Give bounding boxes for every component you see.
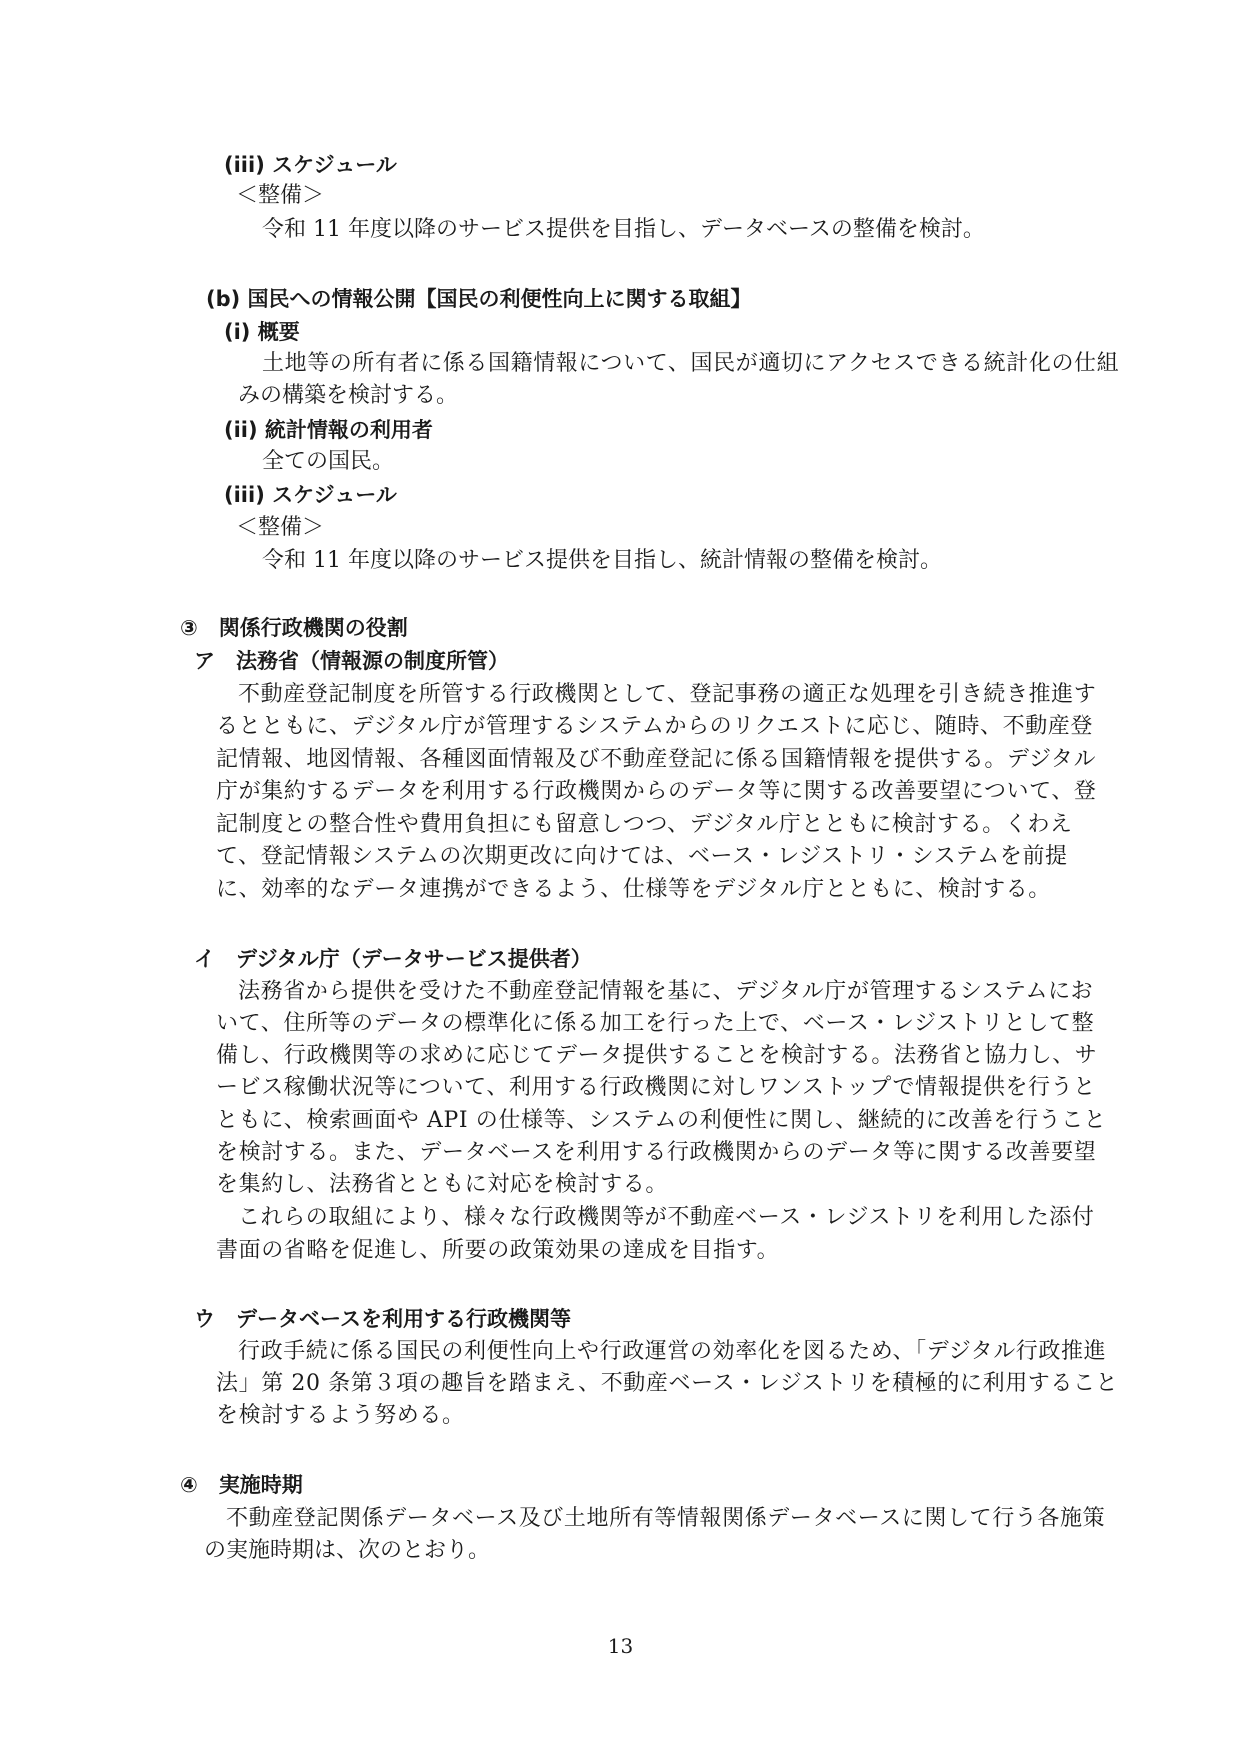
users-text: 全ての国民。	[262, 449, 395, 474]
schedule-heading: (iii) スケジュール	[224, 483, 397, 507]
paragraph-line: て、登記情報システムの次期更改に向けては、ベース・レジストリ・システムを前提	[216, 844, 1068, 869]
paragraph-line: 記情報、地図情報、各種図面情報及び不動産登記に係る国籍情報を提供する。デジタル	[216, 747, 1097, 772]
section-3i-heading: イ デジタル庁（データサービス提供者）	[194, 947, 592, 971]
paragraph-line: 備し、行政機関等の求めに応じてデータ提供することを検討する。法務省と協力し、サ	[216, 1043, 1098, 1068]
paragraph-line: 不動産登記制度を所管する行政機関として、登記事務の適正な処理を引き続き推進す	[238, 682, 1097, 707]
paragraph-line: これらの取組により、様々な行政機関等が不動産ベース・レジストリを利用した添付	[238, 1205, 1095, 1230]
section-4-heading: ④ 実施時期	[180, 1473, 303, 1497]
overview-line: 土地等の所有者に係る国籍情報について、国民が適切にアクセスできる統計化の仕組	[262, 351, 1120, 376]
paragraph-line: に、効率的なデータ連携ができるよう、仕様等をデジタル庁とともに、検討する。	[216, 877, 1051, 902]
paragraph-line: ともに、検索画面や API の仕様等、システムの利便性に関し、継続的に改善を行うこと	[216, 1108, 1107, 1133]
paragraph-line: 書面の省略を促進し、所要の政策効果の達成を目指す。	[216, 1238, 780, 1263]
paragraph-line: るとともに、デジタル庁が管理するシステムからのリクエストに応じ、随時、不動産登	[216, 714, 1094, 739]
section-3a-heading: ア 法務省（情報源の制度所管）	[194, 649, 509, 673]
paragraph-line: ービス稼働状況等について、利用する行政機関に対しワンストップで情報提供を行うと	[216, 1075, 1096, 1100]
paragraph-line: 行政手続に係る国民の利便性向上や行政運営の効率化を図るため、「デジタル行政推進	[238, 1339, 1107, 1364]
paragraph-line: 法務省から提供を受けた不動産登記情報を基に、デジタル庁が管理するシステムにお	[238, 979, 1094, 1004]
paragraph-line: 不動産登記関係データベース及び土地所有等情報関係データベースに関して行う各施策	[226, 1506, 1106, 1531]
paragraph-line: 記制度との整合性や費用負担にも留意しつつ、デジタル庁とともに検討する。くわえ	[216, 812, 1073, 837]
schedule-subheading: ＜整備＞	[236, 183, 325, 208]
section-3u-heading: ウ データベースを利用する行政機関等	[194, 1307, 571, 1331]
paragraph-line: の実施時期は、次のとおり。	[204, 1538, 491, 1563]
paragraph-line: いて、住所等のデータの標準化に係る加工を行った上で、ベース・レジストリとして整	[216, 1011, 1095, 1036]
schedule-text: 令和 11 年度以降のサービス提供を目指し、統計情報の整備を検討。	[262, 548, 942, 573]
schedule-text: 令和 11 年度以降のサービス提供を目指し、データベースの整備を検討。	[262, 217, 985, 242]
overview-heading: (i) 概要	[224, 320, 300, 344]
schedule-subheading: ＜整備＞	[236, 515, 325, 540]
page-number: 13	[607, 1634, 634, 1658]
section-3-heading: ③ 関係行政機関の役割	[180, 616, 408, 640]
paragraph-line: を集約し、法務省とともに対応を検討する。	[216, 1172, 669, 1197]
paragraph-line: 法」第 20 条第３項の趣旨を踏まえ、不動産ベース・レジストリを積極的に利用すること	[216, 1371, 1119, 1396]
paragraph-line: 庁が集約するデータを利用する行政機関からのデータ等に関する改善要望について、登	[216, 779, 1097, 804]
section-b-heading: (b) 国民への情報公開【国民の利便性向上に関する取組】	[206, 287, 752, 311]
users-heading: (ii) 統計情報の利用者	[224, 418, 433, 442]
paragraph-line: を検討する。また、データベースを利用する行政機関からのデータ等に関する改善要望	[216, 1140, 1097, 1165]
paragraph-line: を検討するよう努める。	[216, 1403, 465, 1428]
schedule-heading: (iii) スケジュール	[224, 153, 397, 177]
overview-line: みの構築を検討する。	[238, 383, 459, 408]
